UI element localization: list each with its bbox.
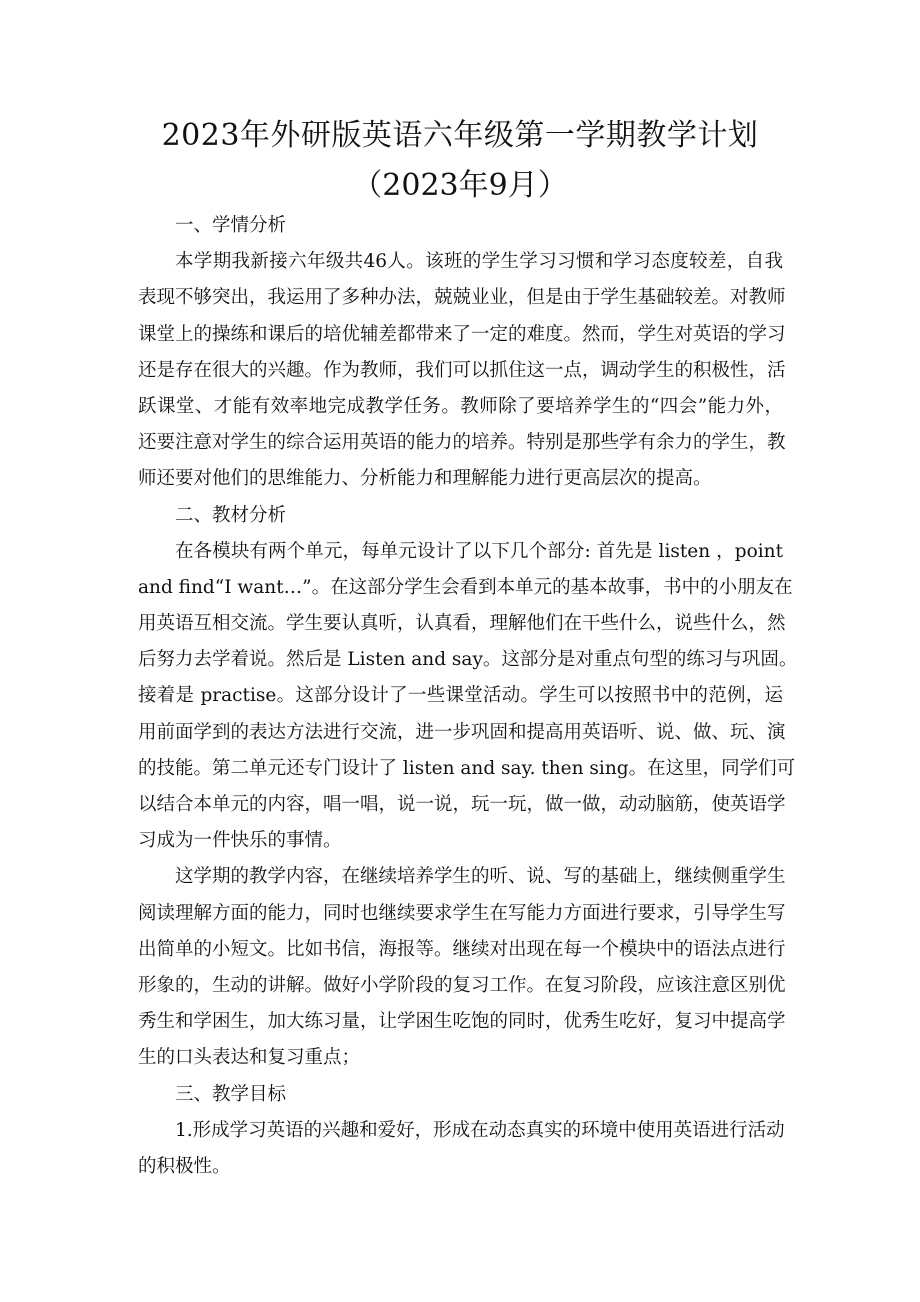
paragraph-line: 用英语互相交流。学生要认真听，认真看，理解他们在干些什么，说些什么，然 (138, 613, 786, 635)
paragraph-line: 的积极性。 (138, 1155, 231, 1177)
paragraph-line: 跃课堂、才能有效率地完成教学任务。教师除了要培养学生的“四会”能力外， (138, 395, 783, 417)
paragraph-line: 1.形成学习英语的兴趣和爱好，形成在动态真实的环境中使用英语进行活动 (175, 1119, 785, 1141)
section-heading-learning-analysis: 一、学情分析 (175, 215, 287, 236)
paragraph-line: 的技能。第二单元还专门设计了 listen and say. then sing。在这里，同学们可 (138, 757, 796, 779)
paragraph-line: 还要注意对学生的综合运用英语的能力的培养。特别是那些学有余力的学生，教 (138, 432, 786, 454)
paragraph-line: 接着是 practise。这部分设计了一些课堂活动。学生可以按照书中的范例，运 (138, 685, 783, 707)
document-subtitle: （2023年9月） (352, 168, 568, 203)
paragraph-line: 表现不够突出，我运用了多种办法，兢兢业业，但是由于学生基础较差。对教师 (138, 287, 786, 309)
paragraph (138, 859, 786, 1076)
paragraph-line: 习成为一件快乐的事情。 (138, 830, 342, 852)
paragraph-line: 阅读理解方面的能力，同时也继续要求学生在写能力方面进行要求，引导学生写 (138, 902, 786, 924)
paragraph-line: 在各模块有两个单元，每单元设计了以下几个部分: 首先是 listen ，point (175, 540, 783, 562)
paragraph (138, 534, 798, 860)
document-body (138, 208, 798, 1185)
section-heading-textbook-analysis: 二、教材分析 (175, 504, 287, 526)
document-title: 2023年外研版英语六年级第一学期教学计划 (161, 118, 759, 153)
paragraph (138, 244, 786, 497)
paragraph-line: 以结合本单元的内容，唱一唱，说一说，玩一玩，做一做，动动脑筋，使英语学 (138, 794, 786, 815)
paragraph-line: 师还要对他们的思维能力、分析能力和理解能力进行更高层次的提高。 (138, 468, 712, 490)
paragraph-line: 课堂上的操练和课后的培优辅差都带来了一定的难度。然而，学生对英语的学习 (138, 323, 786, 345)
paragraph-line: 这学期的教学内容，在继续培养学生的听、说、写的基础上，继续侧重学生 (175, 866, 786, 888)
section-heading-teaching-goals: 三、教学目标 (175, 1083, 287, 1105)
paragraph-line: and find“I want…”。在这部分学生会看到本单元的基本故事，书中的小朋友在 (138, 576, 793, 598)
paragraph-line: 秀生和学困生，加大练习量，让学困生吃饱的同时，优秀生吃好，复习中提高学 (138, 1011, 786, 1033)
paragraph (138, 1113, 783, 1185)
paragraph-line: 本学期我新接六年级共46人。该班的学生学习习惯和学习态度较差，自我 (175, 251, 783, 273)
paragraph-line: 用前面学到的表达方法进行交流，进一步巩固和提高用英语听、说、做、玩、演 (138, 721, 786, 743)
paragraph-line: 出简单的小短文。比如书信，海报等。继续对出现在每一个模块中的语法点进行 (138, 938, 786, 960)
paragraph-line: 形象的，生动的讲解。做好小学阶段的复习工作。在复习阶段，应该注意区别优 (138, 974, 786, 996)
paragraph-line: 生的口头表达和复习重点； (138, 1047, 361, 1069)
paragraph-line: 还是存在很大的兴趣。作为教师，我们可以抓住这一点，调动学生的积极性，活 (138, 359, 786, 381)
paragraph-line: 后努力去学着说。然后是 Listen and say。这部分是对重点句型的练习与巩固。 (138, 649, 798, 671)
